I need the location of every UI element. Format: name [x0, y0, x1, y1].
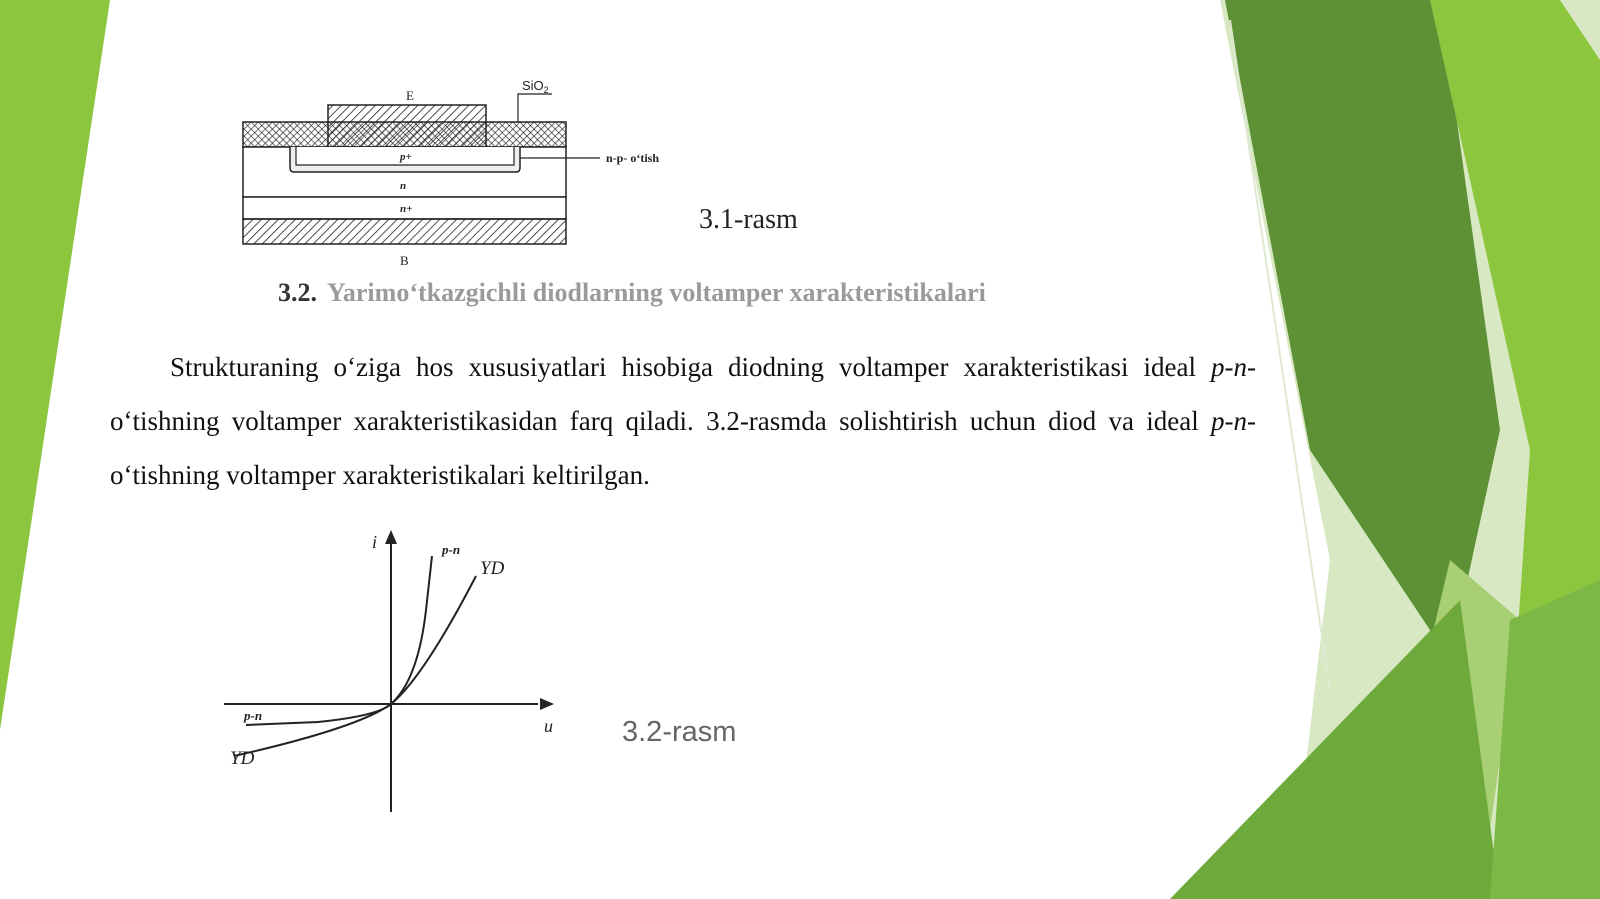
- emitter-contact: [328, 105, 486, 147]
- voltampere-characteristic-figure: [218, 530, 568, 820]
- section-heading: [278, 278, 986, 308]
- label-n: n: [400, 180, 407, 192]
- diode-structure-figure: [230, 72, 700, 272]
- section-number: 3.2.: [278, 278, 317, 307]
- label-axis-u: u: [544, 716, 553, 736]
- figure-2-caption: 3.2-rasm: [622, 716, 737, 748]
- label-axis-i: i: [372, 532, 378, 552]
- section-title: Yarimo‘tkazgichli diodlarning voltamper xarakteristikalari: [327, 278, 986, 307]
- base-contact: [243, 219, 566, 244]
- label-e: E: [406, 88, 414, 103]
- label-pn-top: p-n: [442, 542, 461, 557]
- yd-curve: [234, 576, 476, 756]
- label-p-plus: p+: [400, 151, 412, 163]
- label-yd-bottom: YD: [230, 748, 255, 769]
- label-pn-bottom: p-n: [244, 708, 263, 723]
- body-paragraph: Strukturaning o‘ziga hos xususiyatlari hisobiga diodning voltamper xarakteristikasi ideal p-n-o‘tishning voltamper xarakteristikasidan farq qiladi. 3.2-rasmda solishtirish uchun diod va ideal p-n-o‘tishning voltamper xarakteristikalari keltirilgan.: [110, 352, 1256, 490]
- label-yd-top: YD: [480, 558, 505, 579]
- pn-curve: [246, 556, 432, 725]
- label-sio2: SiO$_2$: [522, 78, 549, 95]
- label-junction: n-p- o‘tish: [606, 151, 660, 165]
- label-n-plus: n+: [400, 203, 413, 215]
- figure-1-caption: 3.1-rasm: [699, 204, 798, 235]
- label-b: B: [400, 253, 409, 268]
